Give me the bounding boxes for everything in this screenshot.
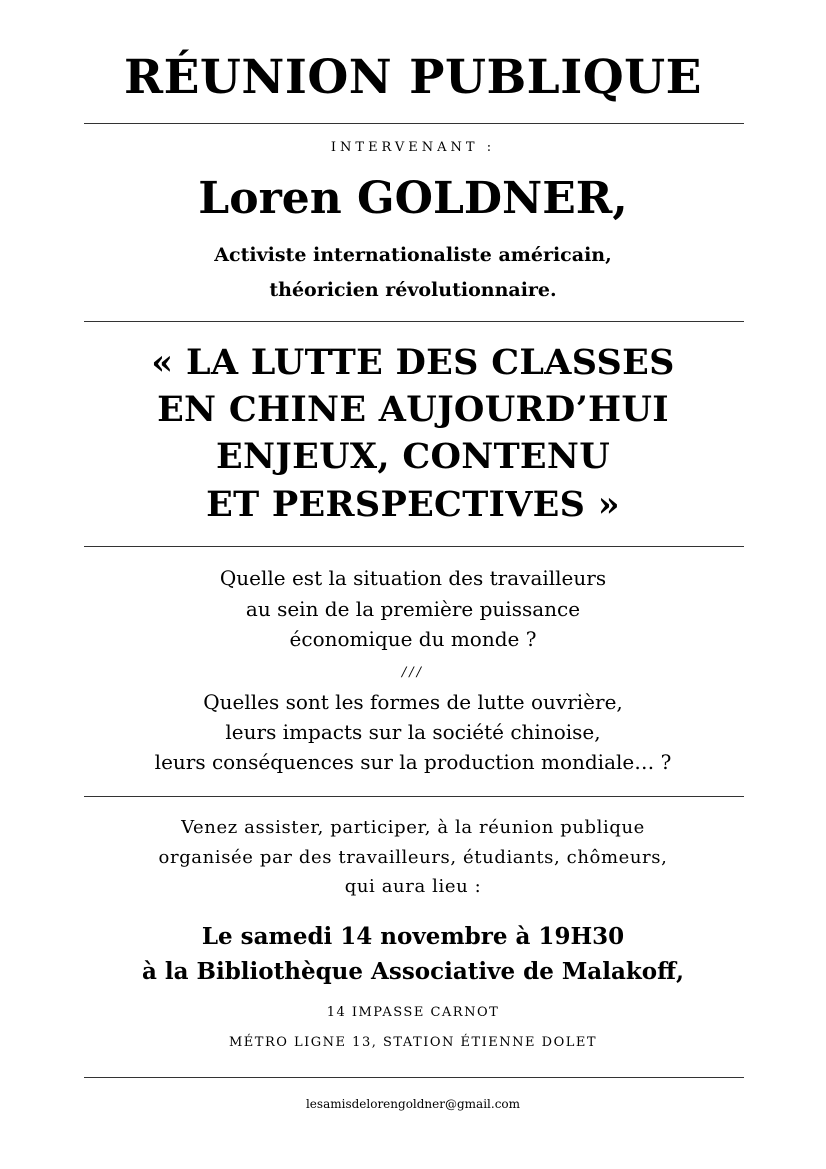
invitation-line: organisée par des travailleurs, étudiants, chômeurs,: [158, 847, 668, 868]
question-line: leurs impacts sur la société chinoise,: [225, 720, 601, 744]
speaker-label: INTERVENANT :: [330, 140, 496, 155]
event-metro: MÉTRO LIGNE 13, STATION ÉTIENNE DOLET: [228, 1035, 598, 1050]
speaker-role-line: théoricien révolutionnaire.: [269, 279, 557, 301]
poster-title: RÉUNION PUBLIQUE: [124, 50, 702, 105]
divider: [84, 321, 744, 322]
event-address: 14 IMPASSE CARNOT: [326, 1005, 500, 1020]
invitation-line: qui aura lieu :: [344, 876, 482, 897]
question-line: Quelles sont les formes de lutte ouvrière,: [203, 690, 623, 714]
question-line: au sein de la première puissance: [245, 597, 581, 621]
question-line: leurs conséquences sur la production mondiale… ?: [154, 750, 672, 774]
talk-title-line: ET PERSPECTIVES »: [206, 484, 620, 525]
question-line: Quelle est la situation des travailleurs: [219, 566, 607, 590]
talk-title-line: « LA LUTTE DES CLASSES: [151, 342, 675, 383]
event-venue: à la Bibliothèque Associative de Malakoff,: [141, 958, 685, 985]
talk-title-line: ENJEUX, CONTENU: [215, 436, 611, 477]
speaker-role-line: Activiste internationaliste américain,: [214, 244, 612, 266]
question-line: économique du monde ?: [289, 627, 537, 651]
event-date: Le samedi 14 novembre à 19H30: [201, 923, 625, 950]
contact-email: lesamisdelorengoldner@gmail.com: [305, 1097, 521, 1111]
question-separator: ///: [401, 665, 425, 680]
invitation-line: Venez assister, participer, à la réunion publique: [181, 817, 645, 838]
divider: [84, 546, 744, 547]
divider: [84, 123, 744, 124]
divider: [84, 1077, 744, 1078]
divider: [84, 796, 744, 797]
talk-title-line: EN CHINE AUJOURD’HUI: [157, 389, 669, 430]
speaker-name: Loren GOLDNER,: [198, 173, 628, 224]
